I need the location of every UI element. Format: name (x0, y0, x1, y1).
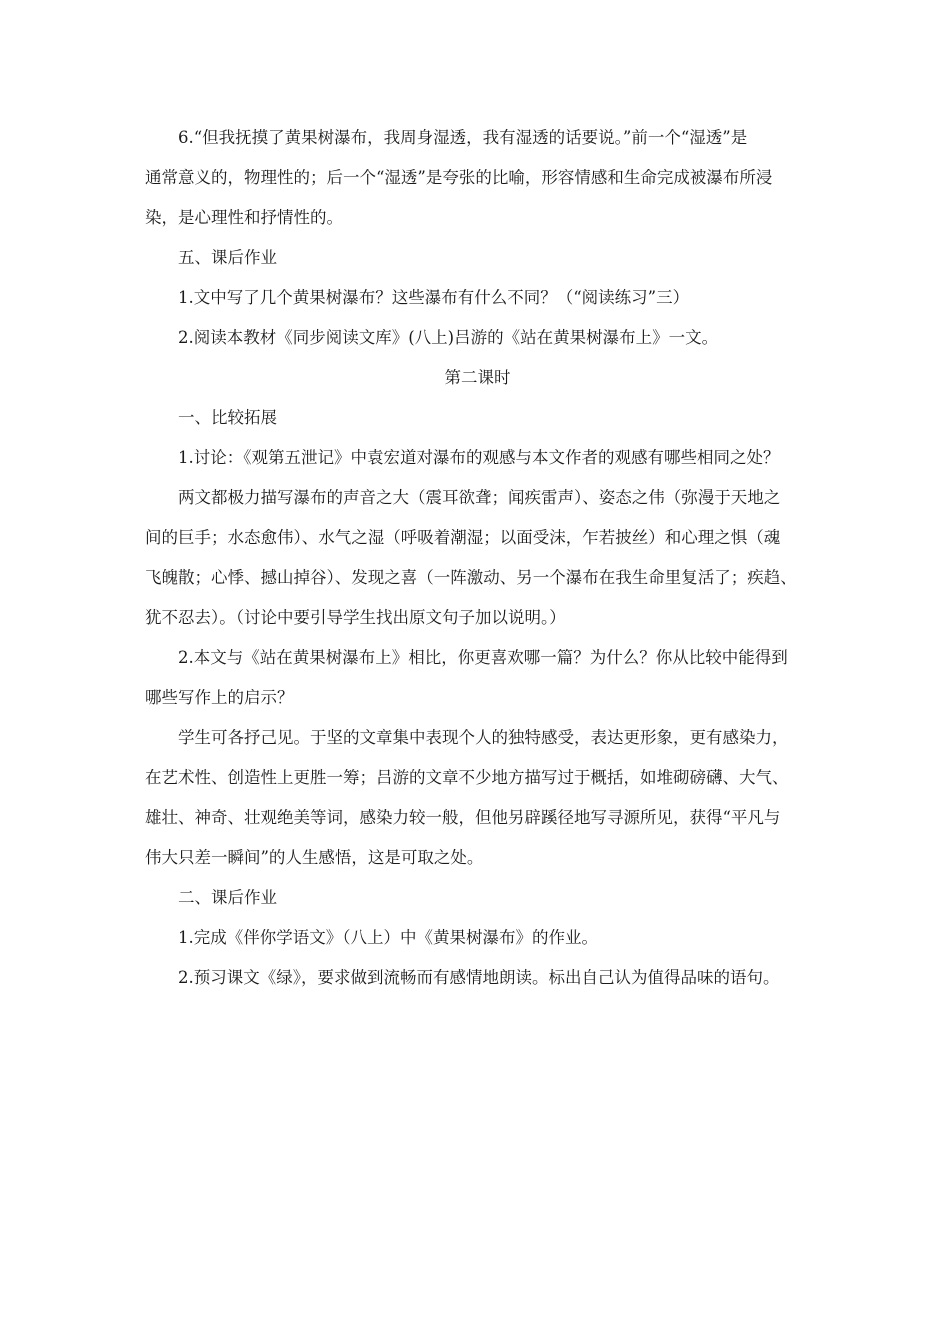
text-line: 间的巨手；水态愈伟）、水气之湿（呼吸着潮湿；以面受沫，乍若披丝）和心理之惧（魂 (145, 528, 781, 547)
answer-section (145, 118, 810, 358)
text-line: 两文都极力描写瀑布的声音之大（震耳欲聋；闻疾雷声）、姿态之伟（弥漫于天地之 (178, 488, 781, 507)
text-line: 五、课后作业 (178, 248, 277, 267)
text-line: 哪些写作上的启示？ (145, 688, 294, 707)
text-line: 飞魄散；心悸、撼山掉谷）、发现之喜（一阵激动、另一个瀑布在我生命里复活了；疾趋、 (145, 568, 797, 587)
text-line: 1.完成《伴你学语文》（八上）中《黄果树瀑布》的作业。 (178, 928, 598, 947)
section-title: 第二课时 (444, 368, 511, 387)
text-line: 学生可各抒己见。于坚的文章集中表现个人的独特感受，表达更形象，更有感染力， (178, 728, 789, 747)
text-line: 1.讨论：《观第五泄记》中袁宏道对瀑布的观感与本文作者的观感有哪些相同之处？ (178, 448, 780, 467)
text-line: 伟大只差一瞬间”的人生感悟，这是可取之处。 (145, 848, 484, 867)
text-line: 通常意义的，物理性的；后一个“湿透”是夸张的比喻，形容情感和生命完成被瀑布所浸 (145, 168, 773, 187)
text-line: 犹不忍去）。（讨论中要引导学生找出原文句子加以说明。） (145, 608, 566, 627)
text-line: 一、比较拓展 (178, 408, 277, 427)
text-line: 2.阅读本教材《同步阅读文库》(八上)吕游的《站在黄果树瀑布上》一文。 (178, 328, 719, 347)
text-line: 二、课后作业 (178, 888, 277, 907)
text-line: 2.预习课文《绿》，要求做到流畅而有感情地朗读。标出自己认为值得品味的语句。 (178, 968, 780, 987)
text-line: 染，是心理性和抒情性的。 (145, 208, 343, 227)
text-line: 6.“但我抚摸了黄果树瀑布，我周身湿透，我有湿透的话要说。”前一个“湿透”是 (178, 128, 748, 147)
lesson-two-section (145, 398, 810, 998)
text-line: 雄壮、神奇、壮观绝美等词，感染力较一般，但他另辟蹊径地写寻源所见，获得“平凡与 (145, 808, 781, 827)
document-page (145, 118, 810, 998)
text-line: 在艺术性、创造性上更胜一筹；吕游的文章不少地方描写过于概括，如堆砌磅礴、大气、 (145, 768, 789, 787)
text-line: 1.文中写了几个黄果树瀑布？这些瀑布有什么不同？（“阅读练习”三） (178, 288, 690, 307)
text-line: 2.本文与《站在黄果树瀑布上》相比，你更喜欢哪一篇？为什么？你从比较中能得到 (178, 648, 788, 667)
